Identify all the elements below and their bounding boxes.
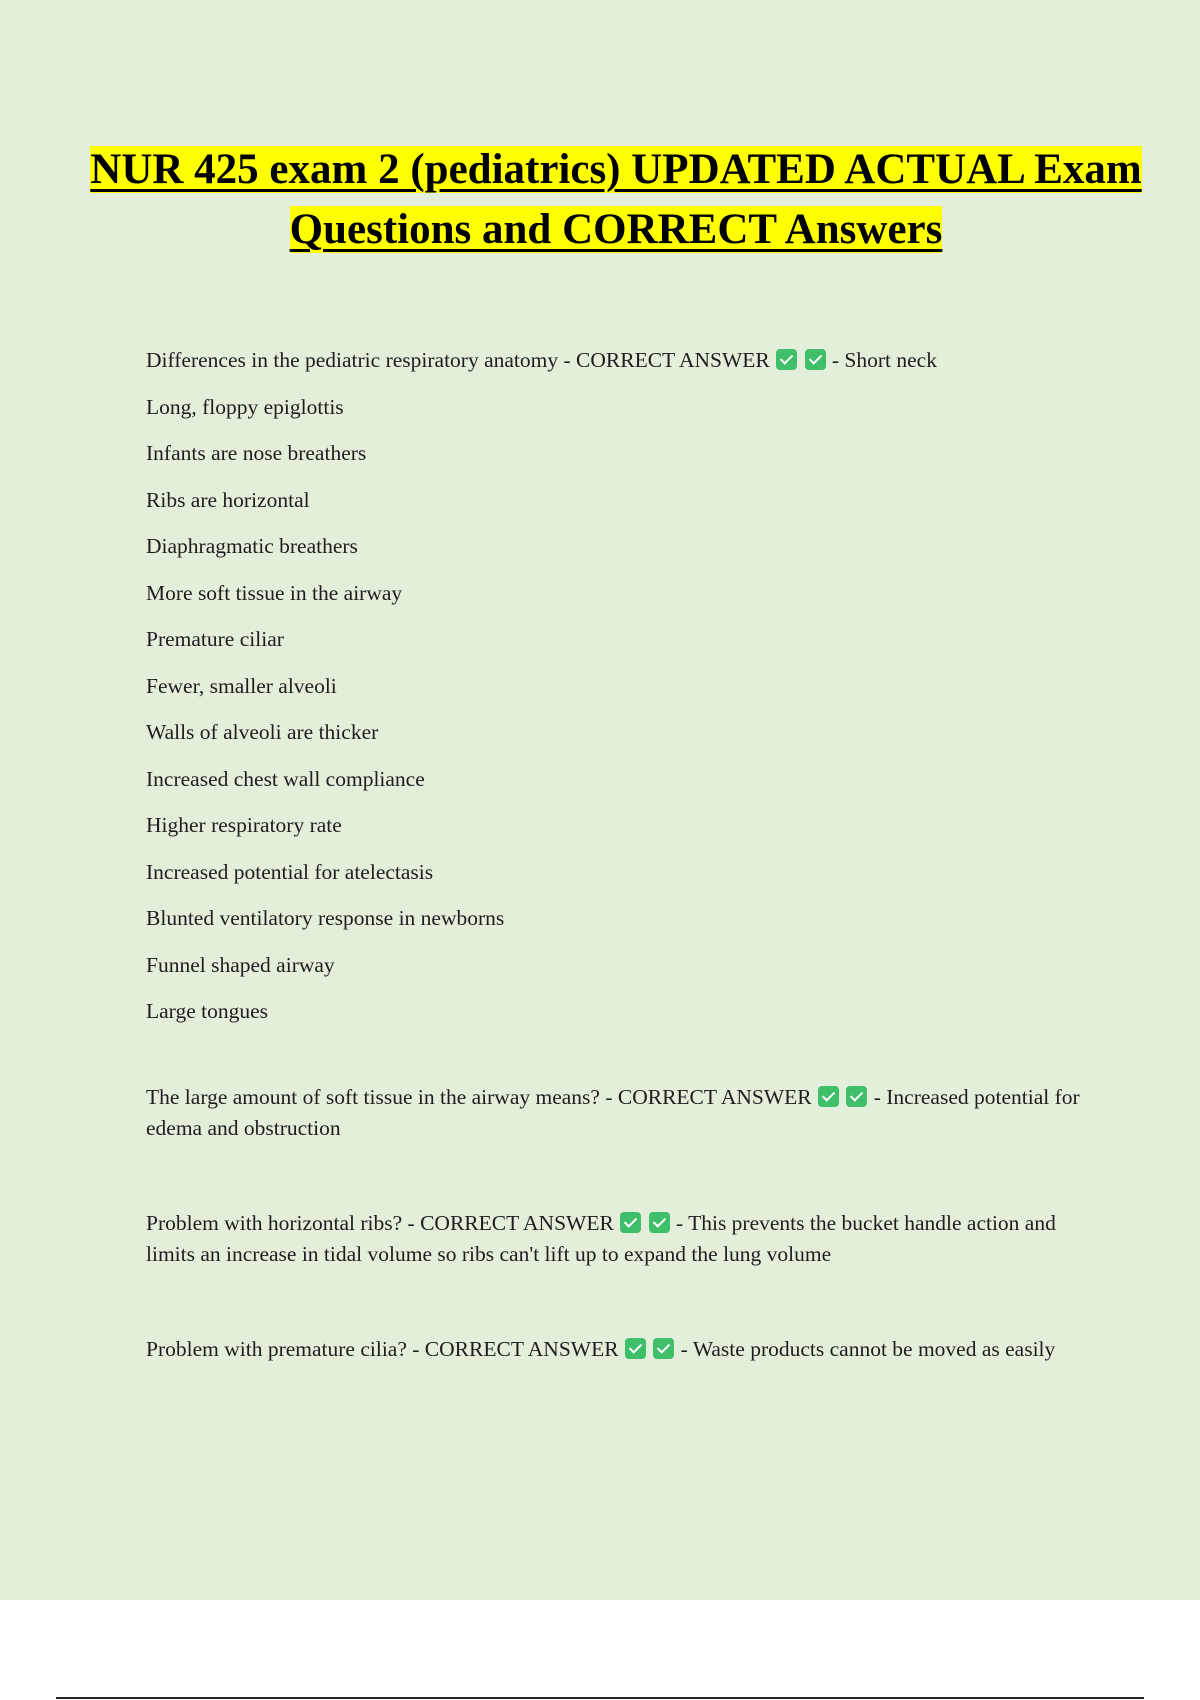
list-item: Long, floppy epiglottis bbox=[146, 394, 344, 419]
check-square-icon bbox=[805, 349, 826, 370]
list-item: Walls of alveoli are thicker bbox=[146, 720, 379, 744]
list-item: More soft tissue in the airway bbox=[146, 580, 403, 605]
list-item: Ribs are horizontal bbox=[146, 487, 310, 512]
qa-first bbox=[146, 342, 1086, 389]
check-square-icon bbox=[776, 349, 797, 370]
document-title: NUR 425 exam 2 (pediatrics) UPDATED ACTUAL Exam Questions and CORRECT Answers bbox=[90, 146, 1142, 253]
qa-block bbox=[146, 1334, 1086, 1365]
qa-question: Problem with horizontal ribs? - CORRECT ANSWER bbox=[146, 1210, 614, 1235]
document-content bbox=[146, 342, 1086, 1365]
qa-question: Differences in the pediatric respiratory anatomy - CORRECT ANSWER bbox=[146, 348, 770, 372]
check-square-icon bbox=[653, 1338, 674, 1359]
check-square-icon bbox=[846, 1086, 867, 1107]
title-block bbox=[60, 140, 1172, 260]
list-item: Premature ciliar bbox=[146, 627, 284, 651]
qa-answer: - Increased potential for edema and obstruction bbox=[146, 1084, 1080, 1140]
list-item: Large tongues bbox=[146, 999, 268, 1023]
list-item: Infants are nose breathers bbox=[146, 441, 367, 465]
list-item: Blunted ventilatory response in newborns bbox=[146, 906, 505, 930]
qa-answer: - This prevents the bucket handle action and limits an increase in tidal volume so ribs can't lift up to expand the lung volume bbox=[146, 1210, 1056, 1266]
qa-question: The large amount of soft tissue in the airway means? - CORRECT ANSWER bbox=[146, 1084, 812, 1109]
qa-answer: - Waste products cannot be moved as easily bbox=[680, 1336, 1056, 1361]
list-item: Funnel shaped airway bbox=[146, 952, 335, 977]
qa-block bbox=[146, 1082, 1086, 1144]
list-item: Increased potential for atelectasis bbox=[146, 859, 434, 884]
check-square-icon bbox=[620, 1212, 641, 1233]
list-item: Fewer, smaller alveoli bbox=[146, 673, 337, 698]
list-item: Diaphragmatic breathers bbox=[146, 534, 358, 558]
qa-answer: - Short neck bbox=[831, 348, 937, 372]
list-item: Increased chest wall compliance bbox=[146, 766, 425, 791]
check-square-icon bbox=[818, 1086, 839, 1107]
qa-block bbox=[146, 1208, 1086, 1270]
qa-question: Problem with premature cilia? - CORRECT ANSWER bbox=[146, 1336, 619, 1361]
check-square-icon bbox=[625, 1338, 646, 1359]
list-item: Higher respiratory rate bbox=[146, 813, 342, 837]
footer-divider bbox=[56, 1697, 1144, 1699]
check-square-icon bbox=[649, 1212, 670, 1233]
